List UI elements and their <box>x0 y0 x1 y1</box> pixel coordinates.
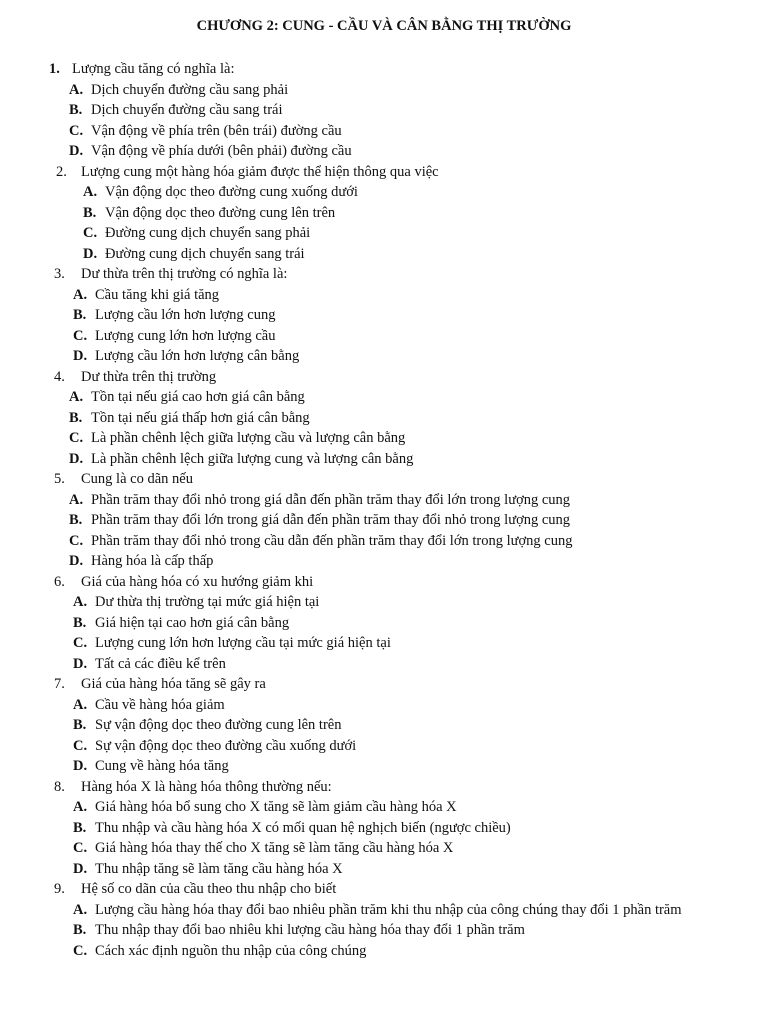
option-text: Vận động dọc theo đường cung lên trên <box>105 204 336 221</box>
option-letter: D. <box>73 860 88 877</box>
option-letter: D. <box>73 758 88 774</box>
option-text: Là phần chênh lệch giữa lượng cung và lượng cân bằng <box>91 450 414 467</box>
option-letter: C. <box>73 942 88 959</box>
question-2 <box>0 162 768 183</box>
option-text: Thu nhập và cầu hàng hóa X có mối quan hệ nghịch biến (ngược chiều) <box>95 819 511 836</box>
answer-option <box>0 80 768 101</box>
option-letter: A. <box>73 799 88 815</box>
option-text: Tồn tại nếu giá thấp hơn giá cân bằng <box>91 409 310 426</box>
option-letter: A. <box>73 594 88 610</box>
answer-option <box>0 736 768 757</box>
option-text: Lượng cầu lớn hơn lượng cung <box>95 307 276 323</box>
option-letter: D. <box>73 348 88 364</box>
question-9 <box>0 879 768 900</box>
answer-option <box>0 633 768 654</box>
option-letter: B. <box>69 409 83 426</box>
option-letter: C. <box>73 737 88 754</box>
option-letter: B. <box>73 717 87 733</box>
question-number: 6. <box>54 573 65 590</box>
answer-option <box>0 223 768 244</box>
option-text: Sự vận động dọc theo đường cung lên trên <box>95 717 342 733</box>
option-text: Cách xác định nguồn thu nhập của công chúng <box>95 942 367 959</box>
option-text: Phần trăm thay đổi nhỏ trong giá dẫn đến phần trăm thay đổi lớn trong lượng cung <box>91 491 571 508</box>
option-letter: D. <box>83 245 98 262</box>
question-4 <box>0 367 768 388</box>
option-letter: B. <box>73 922 87 938</box>
option-letter: C. <box>83 225 98 241</box>
option-text: Lượng cung lớn hơn lượng cầu <box>95 327 276 344</box>
question-text: Dư thừa trên thị trường <box>81 368 217 385</box>
option-text: Hàng hóa là cấp thấp <box>91 553 214 569</box>
question-text: Giá của hàng hóa có xu hướng giảm khi <box>81 573 314 590</box>
option-text: Tất cả các điều kể trên <box>95 655 226 672</box>
question-text: Dư thừa trên thị trường có nghĩa là: <box>81 266 288 282</box>
question-number: 3. <box>54 266 65 282</box>
option-letter: D. <box>69 450 84 467</box>
answer-option <box>0 920 768 941</box>
answer-option <box>0 490 768 511</box>
answer-option <box>0 305 768 326</box>
answer-option <box>0 285 768 306</box>
option-letter: A. <box>83 184 98 200</box>
answer-option <box>0 428 768 449</box>
answer-option <box>0 141 768 162</box>
option-letter: B. <box>83 204 97 221</box>
option-text: Thu nhập tăng sẽ làm tăng cầu hàng hóa X <box>95 860 343 877</box>
option-letter: B. <box>73 614 87 631</box>
question-3 <box>0 264 768 285</box>
answer-option <box>0 182 768 203</box>
option-letter: C. <box>69 532 84 549</box>
answer-option <box>0 100 768 121</box>
option-text: Lượng cầu lớn hơn lượng cân bằng <box>95 348 300 364</box>
question-number: 8. <box>54 778 65 795</box>
question-text: Giá của hàng hóa tăng sẽ gây ra <box>81 676 266 692</box>
question-text: Lượng cầu tăng có nghĩa là: <box>72 61 235 77</box>
question-number: 9. <box>54 881 65 897</box>
option-text: Là phần chênh lệch giữa lượng cầu và lượng cân bằng <box>91 430 406 446</box>
question-text: Hệ số co dãn của cầu theo thu nhập cho biết <box>81 881 337 897</box>
option-text: Vận động về phía dưới (bên phải) đường cầu <box>91 143 352 159</box>
question-number: 7. <box>54 676 65 692</box>
answer-option <box>0 326 768 347</box>
answer-option <box>0 551 768 572</box>
answer-option <box>0 244 768 265</box>
question-number: 5. <box>54 471 65 487</box>
question-number: 1. <box>49 61 60 77</box>
option-letter: B. <box>69 512 83 528</box>
option-letter: B. <box>73 819 87 836</box>
question-number: 2. <box>56 163 67 180</box>
answer-option <box>0 859 768 880</box>
question-5 <box>0 469 768 490</box>
answer-option <box>0 346 768 367</box>
option-text: Cung về hàng hóa tăng <box>95 758 229 774</box>
option-text: Cầu về hàng hóa giảm <box>95 696 225 713</box>
option-letter: A. <box>73 901 88 918</box>
option-letter: A. <box>69 491 84 508</box>
answer-option <box>0 510 768 531</box>
option-letter: B. <box>69 102 83 118</box>
answer-option <box>0 387 768 408</box>
option-text: Phần trăm thay đổi lớn trong giá dẫn đến phần trăm thay đổi nhỏ trong lượng cung <box>91 512 571 528</box>
option-letter: D. <box>69 143 84 159</box>
question-number: 4. <box>54 368 65 385</box>
option-text: Tồn tại nếu giá cao hơn giá cân bằng <box>91 389 305 405</box>
option-letter: D. <box>69 553 84 569</box>
answer-option <box>0 613 768 634</box>
answer-option <box>0 941 768 962</box>
option-text: Giá hàng hóa thay thế cho X tăng sẽ làm tăng cầu hàng hóa X <box>95 840 454 856</box>
option-text: Dư thừa thị trường tại mức giá hiện tại <box>95 594 320 610</box>
option-text: Lượng cầu hàng hóa thay đổi bao nhiêu phần trăm khi thu nhập của công chúng thay đổi 1 phần trăm <box>95 901 682 918</box>
option-letter: A. <box>69 81 84 98</box>
option-letter: C. <box>69 430 84 446</box>
option-text: Đường cung dịch chuyển sang trái <box>105 245 305 262</box>
question-6 <box>0 572 768 593</box>
option-letter: C. <box>73 327 88 344</box>
question-list <box>0 59 768 961</box>
option-letter: C. <box>69 122 84 139</box>
option-letter: C. <box>73 840 88 856</box>
answer-option <box>0 449 768 470</box>
answer-option <box>0 715 768 736</box>
answer-option <box>0 695 768 716</box>
option-text: Lượng cung lớn hơn lượng cầu tại mức giá hiện tại <box>95 635 391 651</box>
chapter-title: CHƯƠNG 2: CUNG - CẦU VÀ CÂN BẰNG THỊ TRƯỜNG <box>196 18 572 34</box>
option-text: Cầu tăng khi giá tăng <box>95 286 220 303</box>
option-letter: A. <box>69 389 84 405</box>
option-letter: D. <box>73 655 88 672</box>
answer-option <box>0 838 768 859</box>
answer-option <box>0 121 768 142</box>
option-text: Thu nhập thay đổi bao nhiêu khi lượng cầu hàng hóa thay đổi 1 phần trăm <box>95 922 525 938</box>
question-7 <box>0 674 768 695</box>
answer-option <box>0 408 768 429</box>
answer-option <box>0 900 768 921</box>
option-text: Dịch chuyển đường cầu sang phải <box>91 81 289 98</box>
option-text: Sự vận động dọc theo đường cầu xuống dưới <box>95 737 357 754</box>
answer-option <box>0 531 768 552</box>
question-text: Hàng hóa X là hàng hóa thông thường nếu: <box>81 778 332 795</box>
answer-option <box>0 203 768 224</box>
question-1 <box>0 59 768 80</box>
answer-option <box>0 797 768 818</box>
answer-option <box>0 756 768 777</box>
option-letter: B. <box>73 307 87 323</box>
question-text: Lượng cung một hàng hóa giảm được thể hiện thông qua việc <box>81 163 439 180</box>
option-letter: A. <box>73 696 88 713</box>
question-8 <box>0 777 768 798</box>
option-text: Dịch chuyển đường cầu sang trái <box>91 102 283 118</box>
answer-option <box>0 592 768 613</box>
option-letter: C. <box>73 635 88 651</box>
answer-option <box>0 818 768 839</box>
answer-option <box>0 654 768 675</box>
option-text: Giá hàng hóa bổ sung cho X tăng sẽ làm giảm cầu hàng hóa X <box>95 799 457 815</box>
option-text: Vận động về phía trên (bên trái) đường cầu <box>91 122 342 139</box>
option-text: Phần trăm thay đổi nhỏ trong cầu dẫn đến phần trăm thay đổi lớn trong lượng cung <box>91 532 573 549</box>
option-letter: A. <box>73 286 88 303</box>
option-text: Vận động dọc theo đường cung xuống dưới <box>105 184 358 200</box>
option-text: Đường cung dịch chuyển sang phải <box>105 225 311 241</box>
question-text: Cung là co dãn nếu <box>81 471 193 487</box>
option-text: Giá hiện tại cao hơn giá cân bằng <box>95 614 290 631</box>
